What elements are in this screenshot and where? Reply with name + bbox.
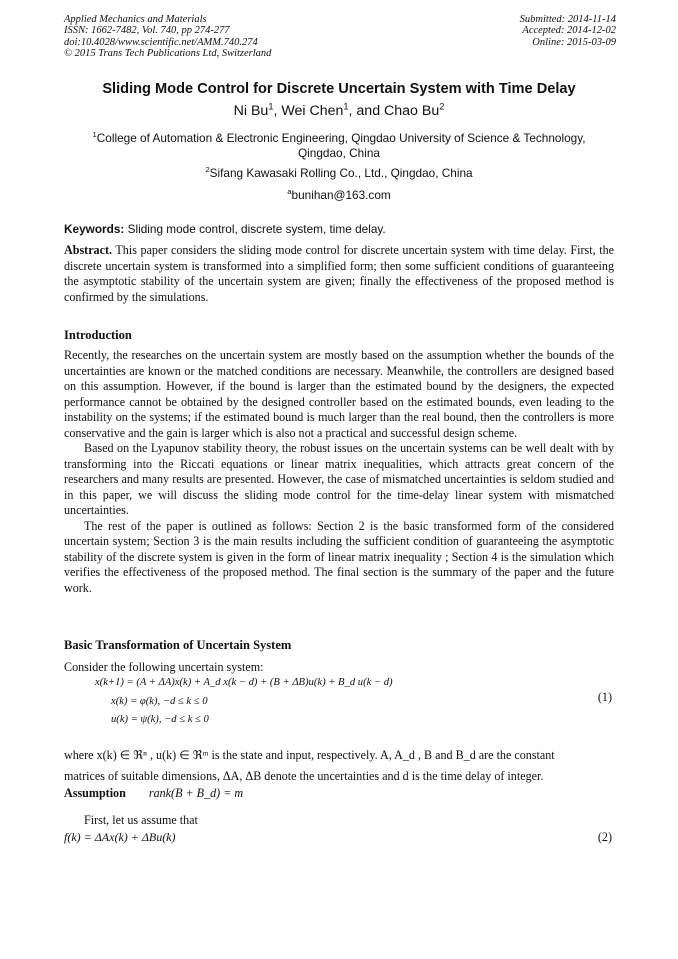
affil-text: Qingdao, China: [298, 146, 380, 160]
equation-2: f(k) = ΔAx(k) + ΔBu(k): [64, 830, 176, 844]
online-date: Online: 2015-03-09: [532, 36, 616, 48]
paper-title: Sliding Mode Control for Discrete Uncertain System with Time Delay: [102, 81, 576, 97]
paragraph: matrices of suitable dimensions, ΔA, ΔB denote the uncertainties and d is the time delay of integer.: [64, 769, 544, 783]
abstract-text: This paper considers the sliding mode control for discrete uncertain system with time delay. First, the discrete uncertain system is transformed into a simplified form; then some sufficient conditions of guaranteeing the asymptotic stability of the uncertain system are given; finally the effectiveness of the proposed method is confirmed by the simulations.: [64, 243, 614, 304]
author-name: Wei Chen: [281, 103, 344, 119]
journal-name: Applied Mechanics and Materials: [64, 14, 207, 25]
paragraph: Based on the Lyapunov stability theory, the robust issues on the uncertain systems can be well dealt with by transforming into the Riccati equations or linear matrix inequalities, which attracts great concern of the researchers and many results are presented. However, the case of mismatched uncertainties is seldom studied and in this paper, we will discuss the sliding mode control for the time-delay linear system with mismatched uncertainties.: [64, 441, 614, 517]
email-text: bunihan@163.com: [291, 188, 391, 202]
equation-1-number: (1): [597, 690, 612, 704]
email-mark: a: [287, 187, 292, 197]
journal-copyright: © 2015 Trans Tech Publications Ltd, Switzerland: [64, 47, 272, 59]
assumption-label: Assumption: [64, 786, 126, 800]
introduction-body: [64, 348, 614, 596]
equation-1-line-1: x(k+1) = (A + ΔA)x(k) + A_d x(k − d) + (B + ΔB)u(k) + B_d u(k − d): [95, 677, 393, 688]
affiliation-2: [0, 166, 678, 181]
affil-text: College of Automation & Electronic Engineering, Qingdao University of Science & Technology,: [96, 131, 586, 145]
corresponding-email: [0, 188, 678, 203]
section-heading-introduction: Introduction: [64, 328, 132, 342]
paragraph: First, let us assume that: [84, 813, 198, 827]
author-affil-mark: 2: [439, 101, 445, 112]
author-list: Ni Bu$^1$, Wei Chen$^1$, and Chao Bu$^2$: [233, 101, 445, 119]
keywords-label: Keywords:: [64, 222, 125, 236]
keywords: [64, 222, 386, 236]
author-name: Ni Bu: [233, 103, 269, 119]
journal-doi: doi:10.4028/www.scientific.net/AMM.740.274: [64, 36, 258, 48]
assumption-equation: rank(B + B_d) = m: [148, 786, 244, 800]
paragraph: Consider the following uncertain system:: [64, 660, 264, 674]
paragraph: where x(k) ∈ ℜⁿ , u(k) ∈ ℜᵐ is the state and input, respectively. A, A_d , B and B_d are the constant: [64, 748, 555, 762]
keywords-text: Sliding mode control, discrete system, time delay.: [124, 222, 386, 236]
paragraph: Recently, the researches on the uncertain system are mostly based on the assumption whether the bounds of the uncertainties are known or the matched conditions are necessary. Meanwhile, the controllers are designed based on this assumption. However, if the bound is larger than the estimated bound by the designers, the expected performance cannot be obtained by the designed controller based on the estimated bounds, even leading to the instability on the systems; if the estimated bound is much larger than the real bound, then the controllers is more conservative and the gain is larger which is also not a practical and successful design scheme.: [64, 348, 614, 440]
affiliation-1: [0, 131, 678, 161]
journal-header-right: [520, 14, 616, 48]
journal-issn: ISSN: 1662-7482, Vol. 740, pp 274-277: [64, 25, 230, 37]
affil-text: Sifang Kawasaki Rolling Co., Ltd., Qingdao, China: [209, 166, 473, 180]
author-name: and Chao Bu: [356, 103, 440, 119]
section-heading-basic-transformation: Basic Transformation of Uncertain System: [64, 638, 292, 652]
equation-1-line-3: u(k) = ψ(k), −d ≤ k ≤ 0: [111, 714, 209, 725]
affil-mark: 2: [205, 165, 210, 175]
paragraph: The rest of the paper is outlined as follows: Section 2 is the basic transformed form of the considered uncertain system; Section 3 is the main results including the sufficient condition of guaranteeing the asymptotic stability of the discrete system is given in the form of linear matrix inequality ; Section 4 is the simulation which verifies the effectiveness of the proposed method. The final section is the summary of the paper and the future work.: [64, 518, 614, 595]
author-affil-mark: 1: [343, 101, 349, 112]
affil-mark: 1: [92, 130, 97, 140]
author-affil-mark: 1: [268, 101, 274, 112]
equation-2-number: (2): [597, 830, 612, 844]
assumption: [64, 786, 614, 801]
journal-header-left: [64, 14, 271, 59]
accepted-date: Accepted: 2014-12-02: [522, 25, 616, 37]
abstract-label: Abstract.: [64, 243, 113, 257]
abstract: [64, 243, 614, 305]
equation-1-line-2: x(k) = φ(k), −d ≤ k ≤ 0: [111, 696, 208, 707]
submitted-date: Submitted: 2014-11-14: [519, 14, 616, 25]
